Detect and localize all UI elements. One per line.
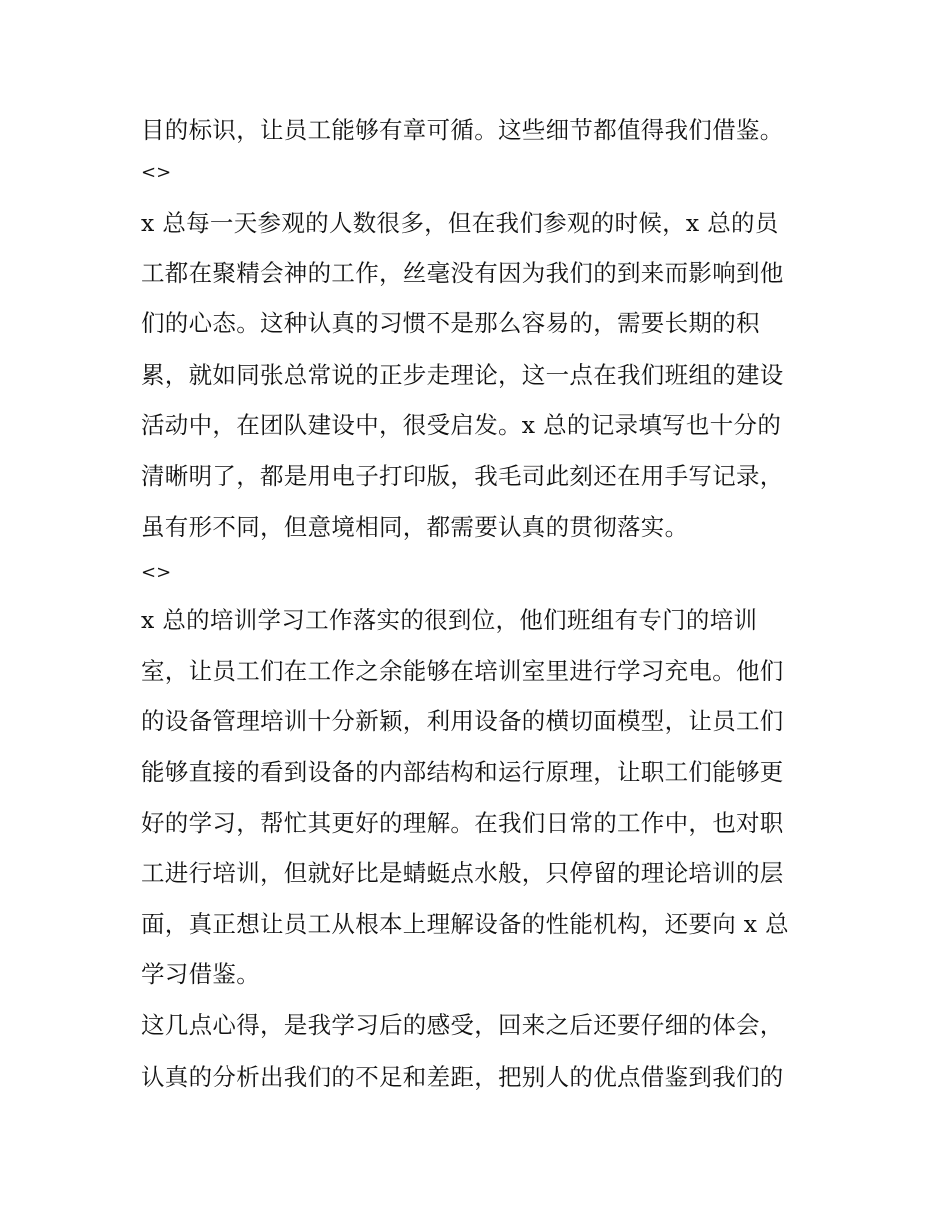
text-line: 室，让员工们在工作之余能够在培训室里进行学习充电。他们 [141,657,784,685]
text-line: 工都在聚精会神的工作，丝毫没有因为我们的到来而影响到他 [141,259,784,287]
text-line: 清晰明了，都是用电子打印版，我毛司此刻还在用手写记录， [141,462,784,490]
text-line: 的设备管理培训十分新颖，利用设备的横切面模型，让员工们 [141,707,784,735]
text-line: 这几点心得，是我学习后的感受，回来之后还要仔细的体会， [141,1011,784,1039]
text-line: 工进行培训，但就好比是蜻蜓点水般，只停留的理论培训的层 [141,859,784,887]
text-line: 学习借鉴。 [141,960,260,988]
text-line: 面，真正想让员工从根本上理解设备的性能机构，还要向 x 总 [141,910,789,938]
text-line: 认真的分析出我们的不足和差距，把别人的优点借鉴到我们的 [141,1063,784,1091]
text-line: 好的学习，帮忙其更好的理解。在我们日常的工作中，也对职 [141,809,784,837]
text-line: 虽有形不同，但意境相同，都需要认真的贯彻落实。 [141,513,689,541]
text-line: 们的心态。这种认真的习惯不是那么容易的，需要长期的积 [141,309,760,337]
separator-mark: <> [141,162,172,183]
text-line: 能够直接的看到设备的内部结构和运行原理，让职工们能够更 [141,758,784,786]
text-line: x 总每一天参观的人数很多，但在我们参观的时候，x 总的员 [141,209,779,237]
text-line: 累，就如同张总常说的正步走理论，这一点在我们班组的建设 [141,361,784,389]
text-line: x 总的培训学习工作落实的很到位，他们班组有专门的培训 [141,606,758,634]
text-line: 目的标识，让员工能够有章可循。这些细节都值得我们借鉴。 [141,116,784,144]
text-line: 活动中，在团队建设中，很受启发。x 总的记录填写也十分的 [141,411,782,439]
separator-mark: <> [141,562,172,583]
